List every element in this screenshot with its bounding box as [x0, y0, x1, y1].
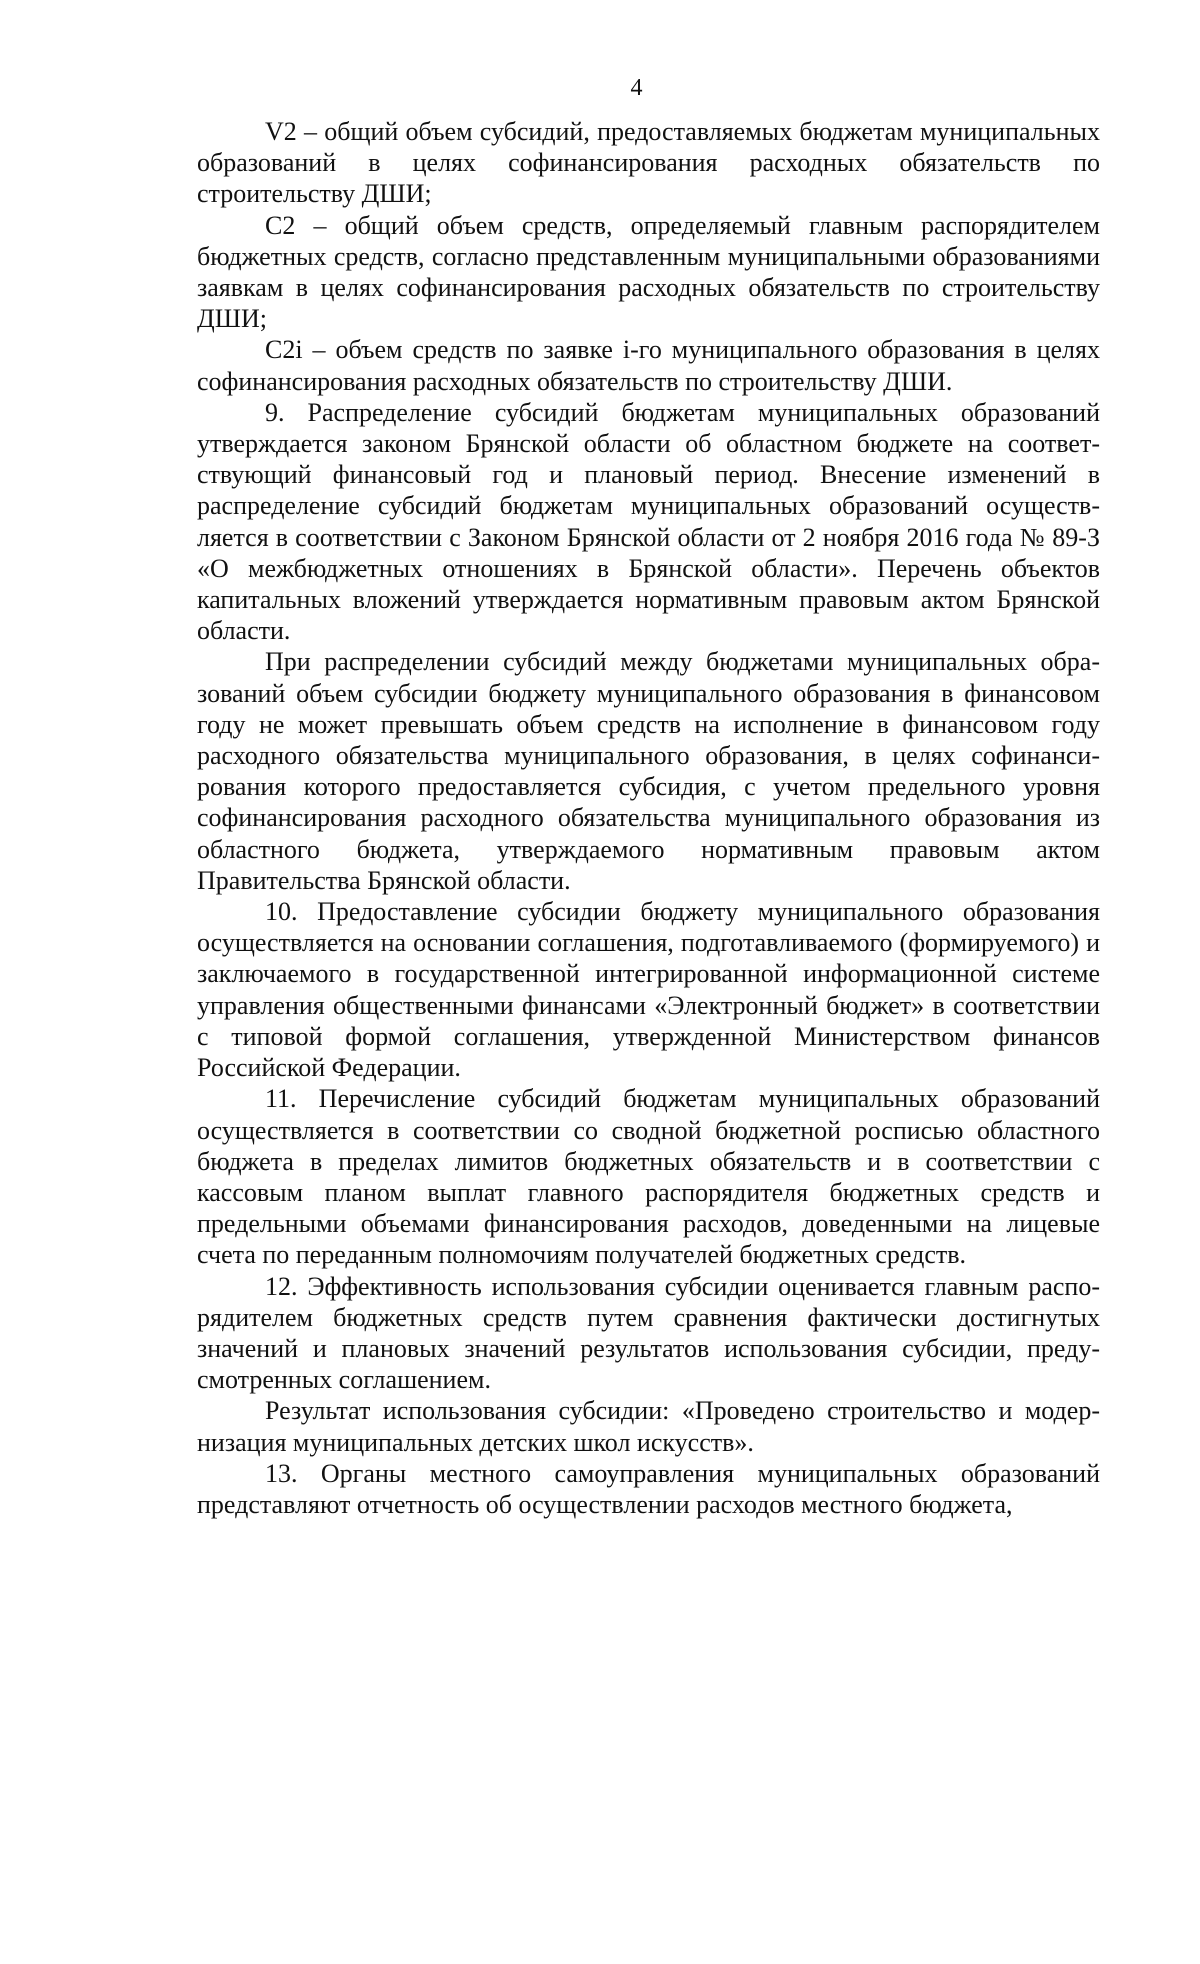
paragraph-item-12: 12. Эффективность использования субсидии оценивается главным распорядителем бюджетных средств путем сравнения фактически достигнутых значений и плановых значений результатов использования субсидии, предусмотренных соглашением. — [197, 1271, 1100, 1395]
page-number: 4 — [630, 75, 643, 101]
paragraph-v2-definition: V2 – общий объем субсидий, предоставляемых бюджетам муниципальных образований в целях софинансирования расходных обязательств по строительству ДШИ; — [197, 117, 1100, 209]
paragraph-item-13: 13. Органы местного самоуправления муниципальных образований представляют отчетность об осуществлении расходов местного бюджета, — [197, 1458, 1100, 1519]
paragraph-item-10: 10. Предоставление субсидии бюджету муниципального образования осуществляется на основании соглашения, подготавливаемого (формируемого) и заключаемого в государственной интегрированной информационной системе управления общественными финансами «Электронный бюджет» в соответствии с типовой формой соглашения, утвержденной Министерством финансов Российской Федерации. — [197, 897, 1100, 1083]
paragraph-item-9: 9. Распределение субсидий бюджетам муниципальных образований утверждается законом Брянской области об областном бюджете на соответствующий финансовый год и плановый период. Внесение изменений в распределение субсидий бюджетам муниципальных образований осуществляется в соответствии с Законом Брянской области от 2 ноября 2016 года № 89-З «О межбюджетных отношениях в Брянской области». Перечень объектов капитальных вложений утверждается нормативным правовым актом Брянской области. — [197, 397, 1100, 646]
paragraph-subsidy-result: Результат использования субсидии: «Проведено строительство и модернизация муниципальных детских школ искусств». — [197, 1396, 1100, 1457]
paragraph-item-11: 11. Перечисление субсидий бюджетам муниципальных образований осуществляется в соответствии со сводной бюджетной росписью областного бюджета в пределах лимитов бюджетных обязательств и в соответствии с кассовым планом выплат главного распорядителя бюджетных средств и предельными объемами финансирования расходов, доведенными на лицевые счета по переданным полномочиям получателей бюджетных средств. — [197, 1084, 1100, 1270]
paragraph-c2i-definition: C2i – объем средств по заявке i-го муниципального образования в целях софинансирования расходных обязательств по строительству ДШИ. — [197, 335, 1100, 396]
document-body — [197, 116, 1100, 1520]
paragraph-distribution-limit: При распределении субсидий между бюджетами муниципальных образований объем субсидии бюджету муниципального образования в финансовом году не может превышать объем средств на исполнение в финансовом году расходного обязательства муниципального образования, в целях софинансирования которого предоставляется субсидия, с учетом предельного уровня софинансирования расходного обязательства муниципального образования из областного бюджета, утверждаемого нормативным правовым актом Правительства Брянской области. — [197, 647, 1100, 895]
paragraph-c2-definition: С2 – общий объем средств, определяемый главным распорядителем бюджетных средств, согласно представленным муниципальными образованиями заявкам в целях софинансирования расходных обязательств по строительству ДШИ; — [197, 210, 1100, 334]
